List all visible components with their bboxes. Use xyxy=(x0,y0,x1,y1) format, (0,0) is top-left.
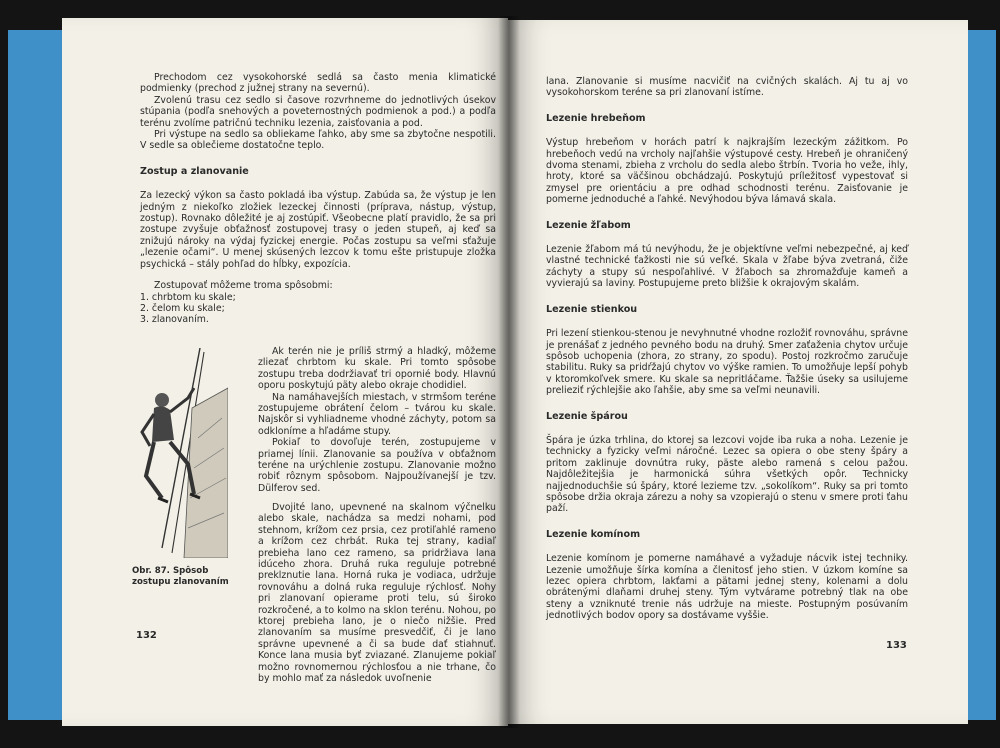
book-gutter xyxy=(498,16,520,728)
list-item: 1. chrbtom ku skale; xyxy=(140,291,236,303)
list-item: 3. zlanovaním. xyxy=(140,314,209,326)
page-number: 132 xyxy=(136,630,157,641)
right-page xyxy=(508,20,968,724)
intro-paragraph: Zvolenú trasu cez sedlo si časove rozvrhneme do jednotlivých úsekov stúpania (podľa snehových a poveternostných podmienok a pod.) a podľa terénu zvolíme patričnú techniku lezenia, zaisťovania a pod. xyxy=(140,94,496,129)
left-column xyxy=(140,72,496,326)
paragraph: Pokiaľ to dovoľuje terén, zostupujeme v priamej línii. Zlanovanie sa používa v obťažnom teréne na urýchlenie zostupu. Zlanovanie možno robiť rôznym spôsobom. Najpoužívanejší je tzv. Dülferov sed. xyxy=(258,437,496,494)
section-heading: Zostup a zlanovanie xyxy=(140,165,249,177)
section-paragraph: Výstup hrebeňom v horách patrí k najkrajším lezeckým zážitkom. Po hrebeňoch vedú na vrcholy najľahšie výstupové cesty. Hrebeň je ohraničený dvoma stenami, zbieha z vrcholu do sedla alebo štrbín. Tvoria ho veže, ihly, hroty, ktoré sa väčšinou obchádzajú. Poskytujú príležitosť vypestovať si zmysel pre orientáciu a pre odhad schodnosti terénu. Zaisťovanie je pomerne jednoduché a ľahké. Nevýhodou býva lámavá skala. xyxy=(546,137,908,206)
paragraph: Dvojité lano, upevnené na skalnom výčnelku alebo skale, nachádza sa medzi nohami, pod stehnom, krížom cez prsia, cez protiľahlé rameno a krížom cez chrbát. Ruka tej strany, kadiaľ prebieha lano cez rameno, sa pridržiava lana idúceho zhora. Druhá ruka reguluje potrebné preklznutie lana. Horná ruka je vodiaca, udržuje rovnováhu a dolná ruka reguluje rýchlosť. Nohy pri zlanovaní opierame proti telu, sú široko rozkročené, a to kolmo na sklon terénu. Nohou, po ktorej prebieha lano, je o niečo nižšie. Pred zlanovaním sa musíme presvedčiť, či je lano správne upevnené a či sa bude dať stiahnuť. Konce lana musia byť zviazané. Zlanujeme pokiaľ možno rovnomernou rýchlosťou a nie trhane, čo by mohlo mať za následok uvoľnenie xyxy=(258,502,496,685)
rappel-paragraph-wrap xyxy=(258,502,496,685)
intro-paragraph: Pri výstupe na sedlo sa obliekame ľahko, aby sme sa zbytočne nespotili. V sedle sa oblečieme dostatočne teplo. xyxy=(140,129,496,152)
book-cover-left xyxy=(8,30,68,720)
method-list xyxy=(140,280,496,326)
list-item: 2. čelom ku skale; xyxy=(140,302,225,314)
section-paragraph: Pri lezení stienkou-stenou je nevyhnutné vhodne rozložiť rovnováhu, správne je prenášať z jedného pevného bodu na druhý. Smer zaťaženia chytov určuje spôsob uchopenia (zhora, zo strany, zo spodu). Postoj rozkročmo zaručuje stabilitu. Ruky sa pridŕžajú chytov vo výške ramien. To umožňuje lepší pohyb v ktoromkoľvek smere. Ku skale sa nepritláčame. Ťažšie úseky sa usilujeme prelieziť rýchlejšie ako ľahšie, aby sme sa veľmi neunavili. xyxy=(546,328,908,397)
left-page xyxy=(62,18,508,726)
page-number: 133 xyxy=(886,640,907,651)
section-paragraph: Lezenie komínom je pomerne namáhavé a vyžaduje nácvik istej techniky. Lezenie umožňuje šírka komína a členitosť jeho stien. V úzkom komíne sa lezec opiera chrbtom, lakťami a pätami jednej steny, kolenami a dolu obrátenými dlaňami druhej steny. Tým vytvárame potrebný tlak na obe steny a vzniknuté trenie nás udržuje na mieste. Postupným posúvaním jednotlivých bodov opory sa dostávame vyššie. xyxy=(546,553,908,622)
section-paragraph: Špára je úzka trhlina, do ktorej sa lezcovi vojde iba ruka a noha. Lezenie je technicky a fyzicky veľmi náročné. Lezec sa opiera o obe steny špáry a pritom zaklinuje dovnútra ruky, päste alebo ramená s celou pažou. Najdôležitejšia je harmonická súhra všetkých opôr. Technicky najjednoduchšie sú špáry, ktoré lezieme tzv. „sokolíkom“. Ruky sa pri tomto spôsobe držia okraja zárezu a nohy sa vzopierajú o stenu v smere proti ťahu paží. xyxy=(546,434,908,515)
section-paragraph: Lezenie žľabom má tú nevýhodu, že je objektívne veľmi nebezpečné, aj keď vlastné technické ťažkosti nie sú veľké. Skala v žľabe býva zvetraná, čiže záchyty a stupy sú nespoľahlivé. V žľaboch sa zhromažďuje kameň a vyvierajú sa laviny. Postupujeme preto bližšie k okrajovým skalám. xyxy=(546,244,908,290)
section-heading: Lezenie komínom xyxy=(546,528,641,540)
section-heading: Lezenie stienkou xyxy=(546,303,638,315)
intro-paragraph: Prechodom cez vysokohorské sedlá sa často menia klimatické podmienky (prechod z južnej strany na severnú). xyxy=(140,72,496,95)
section-paragraph: Za lezecký výkon sa často pokladá iba výstup. Zabúda sa, že výstup je len jedným z niekoľko zložiek lezeckej činnosti (príprava, nástup, výstup, zostup). Rovnako dôležité je aj zostúpiť. Všeobecne platí pravidlo, že sa pri zostupe zvyšuje obťažnosť zostupovej trasy o jeden stupeň, aj keď sa znižujú nároky na výdaj fyzickej energie. Počas zostupu sa veľmi sťažuje „lezenie očami“. U menej skúsených lezcov k tomu ešte pristupuje zložka psychická – stály pohľad do hĺbky, expozícia. xyxy=(140,190,496,270)
section-heading: Lezenie hrebeňom xyxy=(546,112,646,124)
paragraph: Na namáhavejších miestach, v strmšom teréne zostupujeme obrátení čelom – tvárou ku skale. Najskôr si vyhliadneme vhodné záchyty, potom sa odkloníme a hľadáme stupy. xyxy=(258,391,496,437)
section-heading: Lezenie žľabom xyxy=(546,219,631,231)
figure-caption: Obr. 87. Spôsob zostupu zlanovaním xyxy=(132,566,229,587)
intro-paragraph: lana. Zlanovanie si musíme nacvičiť na cvičných skalách. Aj tu aj vo vysokohorskom teréne sa pri zlanovaní istíme. xyxy=(546,76,908,99)
right-column xyxy=(546,76,908,622)
section-heading: Lezenie špárou xyxy=(546,410,628,422)
paragraph: Ak terén nie je príliš strmý a hladký, môžeme zliezať chrbtom ku skale. Pri tomto spôsobe zostupu treba dodržiavať tri opornié body. Hlavnú oporu poskytujú päty alebo okraje chodidiel. xyxy=(258,346,496,392)
climber-illustration xyxy=(132,348,228,558)
figure-side-text xyxy=(258,346,496,494)
list-intro: Zostupovať môžeme troma spôsobmi: xyxy=(154,280,333,292)
